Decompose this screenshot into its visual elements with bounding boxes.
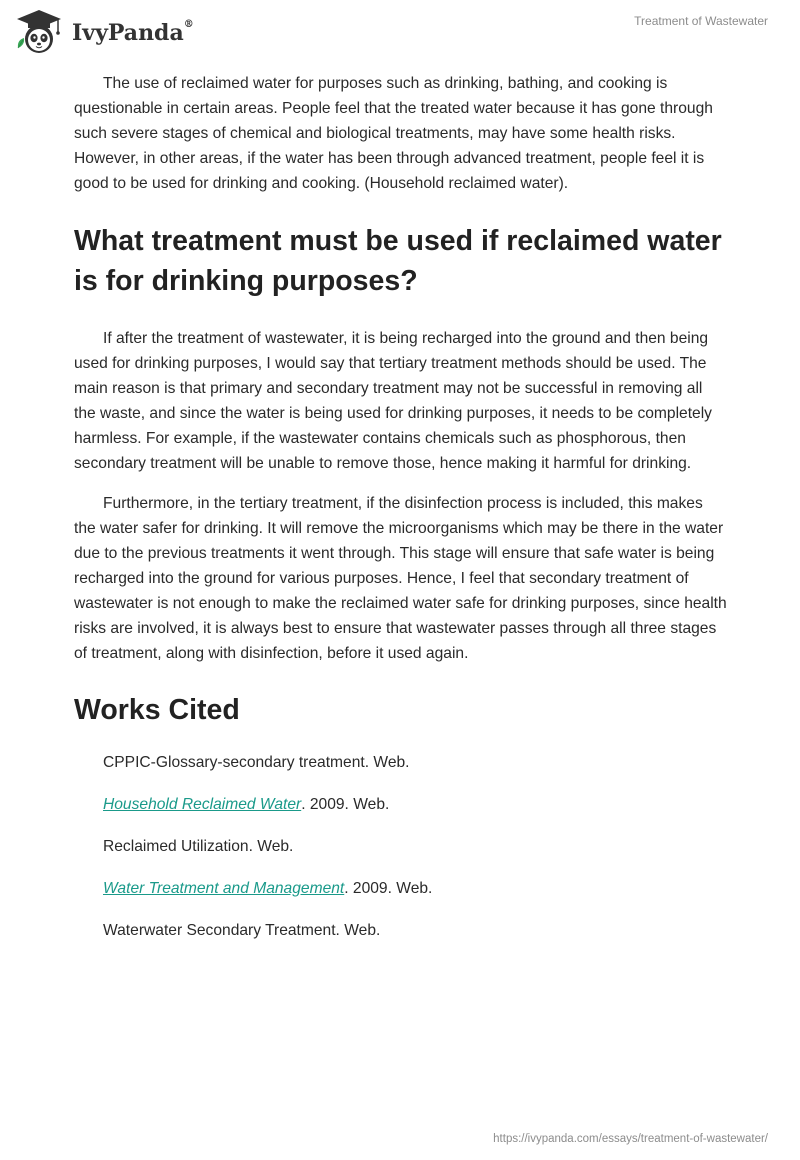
body-paragraph: If after the treatment of wastewater, it is being recharged into the ground and then being used for drinking purposes, I would say that tertiary treatment methods should be used. The main reason is that primary and secondary treatment may not be successful in removing all the waste, and since the water is being used for drinking purposes, it needs to be completely harmless. For example, if the wastewater contains chemicals such as phosphorous, then secondary treatment will be unable to remove those, hence making it harmful for drinking.: [74, 330, 712, 472]
body-paragraph: Furthermore, in the tertiary treatment, if the disinfection process is included, this makes the water safer for drinking. It will remove the microorganisms which may be there in the water due to the previous treatments it went through. This stage will ensure that safe water is being recharged into the ground for various purposes. Hence, I feel that secondary treatment of wastewater is not enough to make the reclaimed water safe for drinking purposes, since health risks are involved, it is always best to ensure that wastewater passes through all three stages of treatment, along with disinfection, before it used again.: [74, 495, 727, 662]
works-cited-heading: Works Cited: [74, 694, 240, 726]
section-heading-drinking-treatment: What treatment must be used if reclaimed water is for drinking purposes?: [74, 225, 722, 297]
intro-paragraph: The use of reclaimed water for purposes such as drinking, bathing, and cooking is questionable in certain areas. People feel that the treated water because it has gone through such severe stages of chemical and biological treatments, may have some health risks. However, in other areas, if the water has been through advanced treatment, people feel it is good to be used for drinking and cooking. (Household reclaimed water).: [74, 75, 713, 192]
page-header: [0, 0, 800, 60]
citation-link-water-treatment-management[interactable]: Water Treatment and Management: [103, 880, 345, 897]
works-cited-list: [74, 752, 728, 942]
citation-item: CPPIC-Glossary-secondary treatment. Web.: [103, 754, 410, 771]
essay-content: [74, 71, 728, 962]
citation-item: Reclaimed Utilization. Web.: [103, 838, 294, 855]
citation-item: Household Reclaimed Water. 2009. Web.: [103, 796, 390, 813]
brand-name: IvyPanda®: [72, 19, 194, 46]
citation-link-household-reclaimed-water[interactable]: Household Reclaimed Water: [103, 796, 302, 813]
citation-item: Water Treatment and Management. 2009. Web.: [103, 880, 433, 897]
panda-logo-icon: [14, 8, 64, 56]
ivypanda-logo[interactable]: [14, 8, 194, 56]
citation-item: Waterwater Secondary Treatment. Web.: [103, 922, 381, 939]
running-title: Treatment of Wastewater: [634, 14, 768, 28]
source-url[interactable]: https://ivypanda.com/essays/treatment-of-wastewater/: [493, 1133, 768, 1145]
